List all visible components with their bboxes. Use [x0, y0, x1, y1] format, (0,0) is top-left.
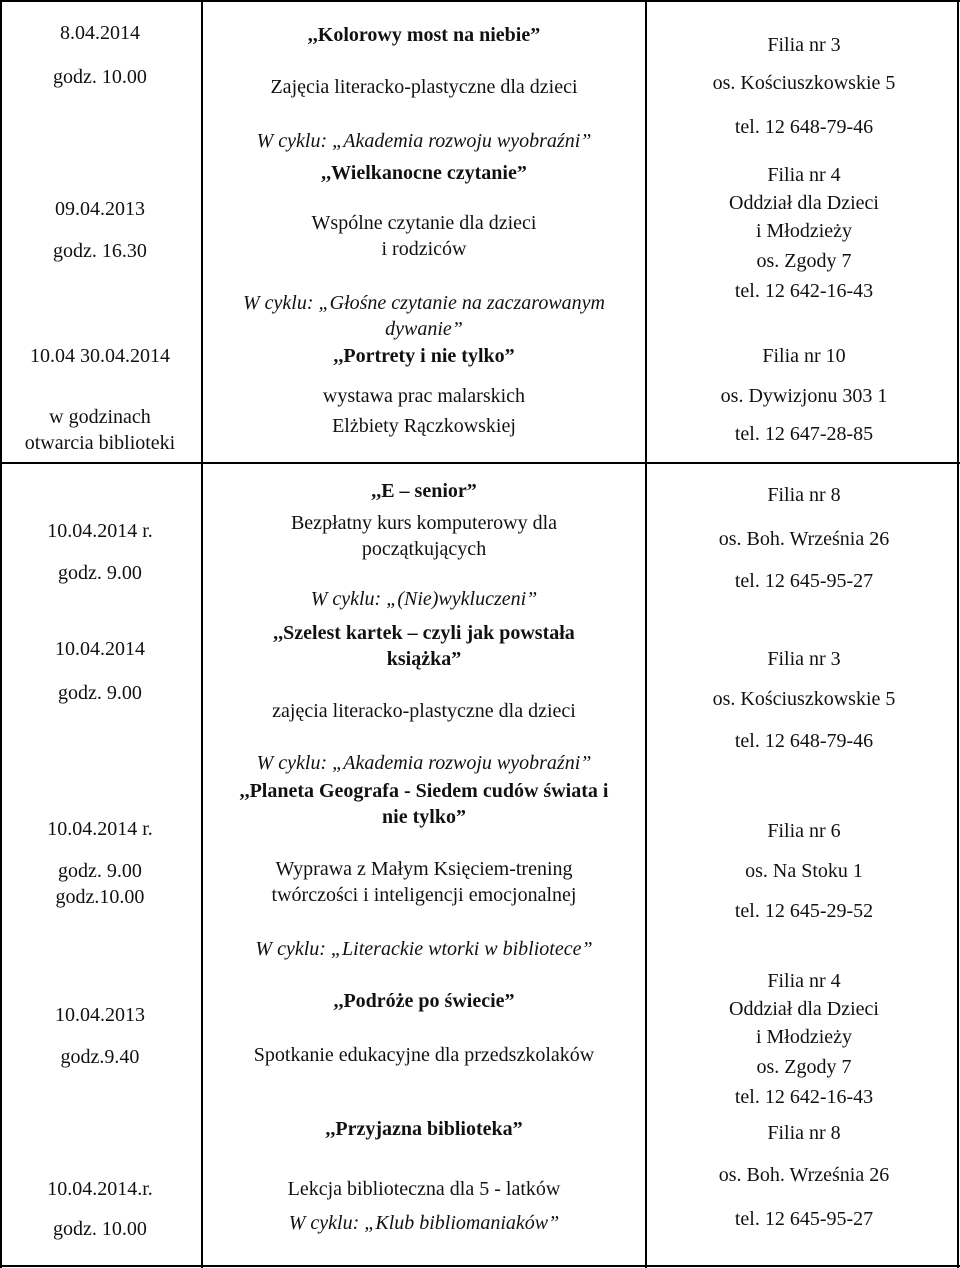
event-cycle-5: W cyklu: „Akademia rozwoju wyobraźni”	[256, 752, 592, 774]
time-7: godz.9.40	[60, 1046, 140, 1068]
table-border-bottom	[0, 1265, 960, 1267]
date-3: 10.04 30.04.2014	[30, 345, 170, 367]
address-4: os. Boh. Września 26	[718, 528, 890, 550]
event-desc-2a: Wspólne czytanie dla dzieci	[311, 212, 537, 234]
address-1: os. Kościuszkowskie 5	[712, 72, 896, 94]
event-title-2: ,,Wielkanocne czytanie”	[321, 162, 527, 184]
phone-7: tel. 12 642-16-43	[734, 1086, 874, 1108]
time-6a: godz. 9.00	[58, 860, 142, 882]
event-title-7: ,,Podróże po świecie”	[333, 990, 515, 1012]
time-8: godz. 10.00	[53, 1218, 147, 1240]
event-cycle-2a: W cyklu: „Głośne czytanie na zaczarowanym	[243, 292, 605, 314]
time-3a: w godzinach	[49, 406, 151, 428]
time-6b: godz.10.00	[55, 886, 145, 908]
event-desc-2b: i rodziców	[381, 238, 467, 260]
address-5: os. Kościuszkowskie 5	[712, 688, 896, 710]
event-desc-1: Zajęcia literacko-plastyczne dla dzieci	[270, 76, 578, 98]
event-desc-3a: wystawa prac malarskich	[322, 385, 526, 407]
phone-5: tel. 12 648-79-46	[734, 730, 874, 752]
phone-2: tel. 12 642-16-43	[734, 280, 874, 302]
event-title-8: ,,Przyjazna biblioteka”	[325, 1118, 523, 1140]
event-desc-7: Spotkanie edukacyjne dla przedszkolaków	[253, 1044, 595, 1066]
dept-2b: i Młodzieży	[755, 220, 853, 242]
event-cycle-2b: dywanie”	[385, 318, 463, 340]
event-title-6a: ,,Planeta Geografa - Siedem cudów świata i	[239, 780, 609, 802]
column-divider-2	[645, 0, 647, 1268]
date-5: 10.04.2014	[55, 638, 145, 660]
branch-2: Filia nr 4	[767, 164, 841, 186]
event-cycle-8: W cyklu: „Klub bibliomaniaków”	[288, 1212, 560, 1234]
event-desc-3b: Elżbiety Rączkowskiej	[332, 415, 516, 437]
phone-6: tel. 12 645-29-52	[734, 900, 874, 922]
branch-3: Filia nr 10	[762, 345, 846, 367]
address-8: os. Boh. Września 26	[718, 1164, 890, 1186]
event-title-1: ,,Kolorowy most na niebie”	[307, 24, 541, 46]
time-4: godz. 9.00	[58, 562, 142, 584]
date-4: 10.04.2014 r.	[47, 520, 153, 542]
event-cycle-1: W cyklu: „Akademia rozwoju wyobraźni”	[256, 130, 592, 152]
event-desc-6b: twórczości i inteligencji emocjonalnej	[271, 884, 577, 906]
event-title-6b: nie tylko”	[382, 806, 466, 828]
event-desc-5: zajęcia literacko-plastyczne dla dzieci	[272, 700, 576, 722]
dept-7b: i Młodzieży	[755, 1026, 853, 1048]
event-desc-4a: Bezpłatny kurs komputerowy dla	[290, 512, 558, 534]
branch-5: Filia nr 3	[767, 648, 841, 670]
phone-8: tel. 12 645-95-27	[734, 1208, 874, 1230]
phone-3: tel. 12 647-28-85	[734, 423, 874, 445]
branch-1: Filia nr 3	[767, 34, 841, 56]
phone-1: tel. 12 648-79-46	[734, 116, 874, 138]
event-title-5b: książka”	[386, 648, 462, 670]
branch-8: Filia nr 8	[767, 1122, 841, 1144]
event-desc-8: Lekcja biblioteczna dla 5 - latków	[287, 1178, 561, 1200]
time-3b: otwarcia biblioteki	[24, 432, 176, 454]
table-border-left	[0, 0, 2, 1268]
event-desc-6a: Wyprawa z Małym Księciem-trening	[275, 858, 573, 880]
event-desc-4b: początkujących	[361, 538, 487, 560]
branch-7: Filia nr 4	[767, 970, 841, 992]
date-6: 10.04.2014 r.	[47, 818, 153, 840]
date-2: 09.04.2013	[55, 198, 145, 220]
address-6: os. Na Stoku 1	[745, 860, 863, 882]
row-divider-1	[0, 462, 960, 464]
branch-4: Filia nr 8	[767, 484, 841, 506]
dept-7a: Oddział dla Dzieci	[729, 998, 879, 1020]
address-3: os. Dywizjonu 303 1	[720, 385, 888, 407]
event-title-4: ,,E – senior”	[371, 480, 477, 502]
event-title-5a: ,,Szelest kartek – czyli jak powstała	[273, 622, 575, 644]
address-7: os. Zgody 7	[756, 1056, 852, 1078]
event-cycle-4: W cyklu: „(Nie)wykluczeni”	[310, 588, 538, 610]
table-border-top	[0, 0, 960, 2]
column-divider-1	[201, 0, 203, 1268]
phone-4: tel. 12 645-95-27	[734, 570, 874, 592]
address-2: os. Zgody 7	[756, 250, 852, 272]
branch-6: Filia nr 6	[767, 820, 841, 842]
date-1: 8.04.2014	[60, 22, 140, 44]
event-cycle-6: W cyklu: „Literackie wtorki w bibliotece”	[255, 938, 593, 960]
date-7: 10.04.2013	[55, 1004, 145, 1026]
time-5: godz. 9.00	[58, 682, 142, 704]
time-1: godz. 10.00	[53, 66, 147, 88]
event-title-3: ,,Portrety i nie tylko”	[333, 345, 515, 367]
date-8: 10.04.2014.r.	[47, 1178, 153, 1200]
dept-2a: Oddział dla Dzieci	[729, 192, 879, 214]
time-2: godz. 16.30	[53, 240, 147, 262]
